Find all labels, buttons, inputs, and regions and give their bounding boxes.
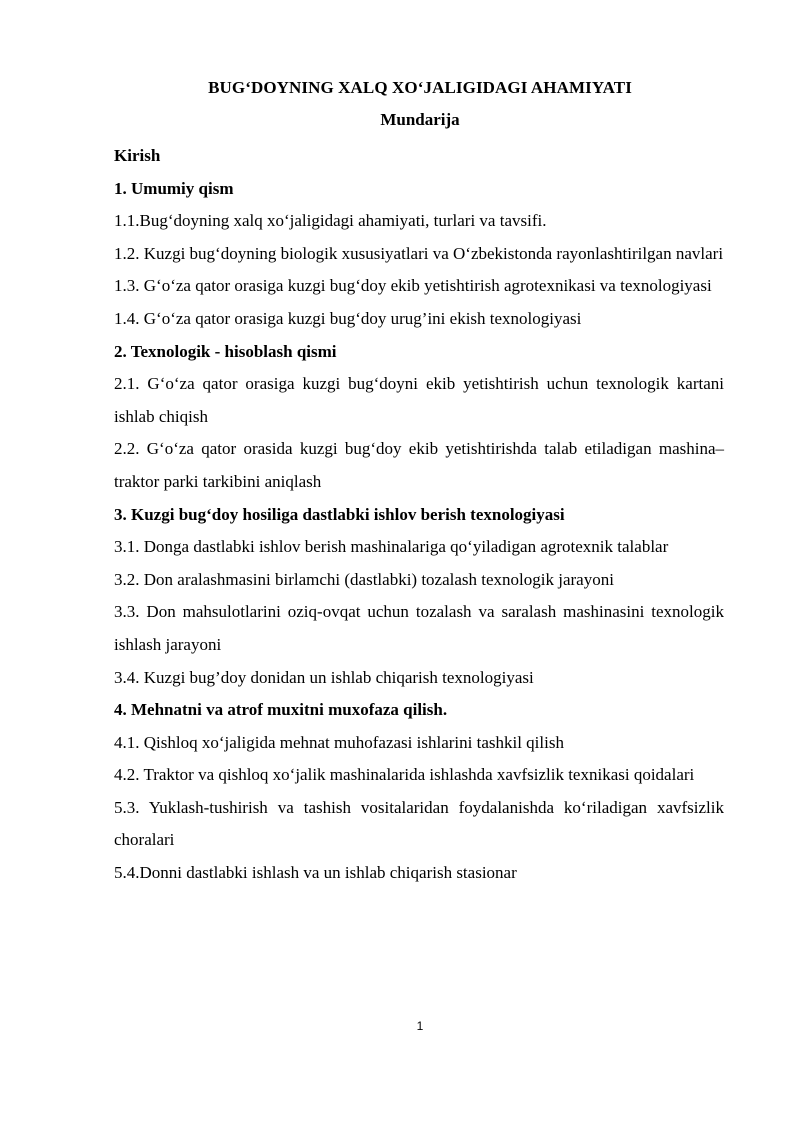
toc-section-heading: 1. Umumiy qism	[114, 178, 234, 198]
toc-entry: 1.1.Bug‘doyning xalq xo‘jaligidagi ahamiyati, turlari va tavsifi.	[114, 211, 547, 231]
toc-entry: 3.4. Kuzgi bug’doy donidan un ishlab chiqarish texnologiyasi	[114, 667, 534, 687]
toc-entry: 1.3. G‘o‘za qator orasiga kuzgi bug‘doy ekib yetishtirish agrotexnikasi va texnologiyasi	[114, 276, 712, 296]
toc-entry: 5.4.Donni dastlabki ishlash va un ishlab chiqarish stasionar	[114, 863, 517, 883]
toc-section-heading: 3. Kuzgi bug‘doy hosiliga dastlabki ishlov berish texnologiyasi	[114, 504, 565, 524]
toc-section-heading: 2. Texnologik - hisoblash qismi	[114, 341, 337, 361]
toc-entry: 1.2. Kuzgi bug‘doyning biologik xususiyatlari va O‘zbekistonda rayonlashtirilgan navlari	[114, 243, 724, 263]
toc-entry: 2.1. G‘o‘za qator orasiga kuzgi bug‘doyni ekib yetishtirish uchun texnologik kartani ishlab chiqish	[114, 374, 724, 426]
toc-entry: 3.2. Don aralashmasini birlamchi (dastlabki) tozalash texnologik jarayoni	[114, 569, 614, 589]
toc-entry: 2.2. G‘o‘za qator orasida kuzgi bug‘doy ekib yetishtirishda talab etiladigan mashina–traktor parki tarkibini aniqlash	[114, 439, 724, 491]
page-number: 1	[416, 1019, 424, 1033]
toc-entry: 3.3. Don mahsulotlarini oziq-ovqat uchun tozalash va saralash mashinasini texnologik ishlash jarayoni	[114, 602, 724, 654]
document-title: BUG‘DOYNING XALQ XO‘JALIGIDAGI AHAMIYATI	[208, 78, 632, 97]
toc-entry: 1.4. G‘o‘za qator orasiga kuzgi bug‘doy urug’ini ekish texnologiyasi	[114, 308, 582, 328]
toc-section-heading: Kirish	[114, 146, 161, 165]
toc-entry: 5.3. Yuklash-tushirish va tashish vositalaridan foydalanishda ko‘riladigan xavfsizlik choralari	[114, 797, 724, 850]
toc-entry: 3.1. Donga dastlabki ishlov berish mashinalariga qo‘yiladigan agrotexnik talablar	[114, 537, 669, 557]
toc-entry: 4.2. Traktor va qishloq xo‘jalik mashinalarida ishlashda xavfsizlik texnikasi qoidalari	[114, 765, 695, 785]
table-of-contents-heading: Mundarija	[380, 110, 460, 129]
toc-entry: 4.1. Qishloq xo‘jaligida mehnat muhofazasi ishlarini tashkil qilish	[114, 732, 564, 752]
toc-section-heading: 4. Mehnatni va atrof muxitni muxofaza qilish.	[114, 700, 448, 720]
table-of-contents	[114, 140, 724, 890]
